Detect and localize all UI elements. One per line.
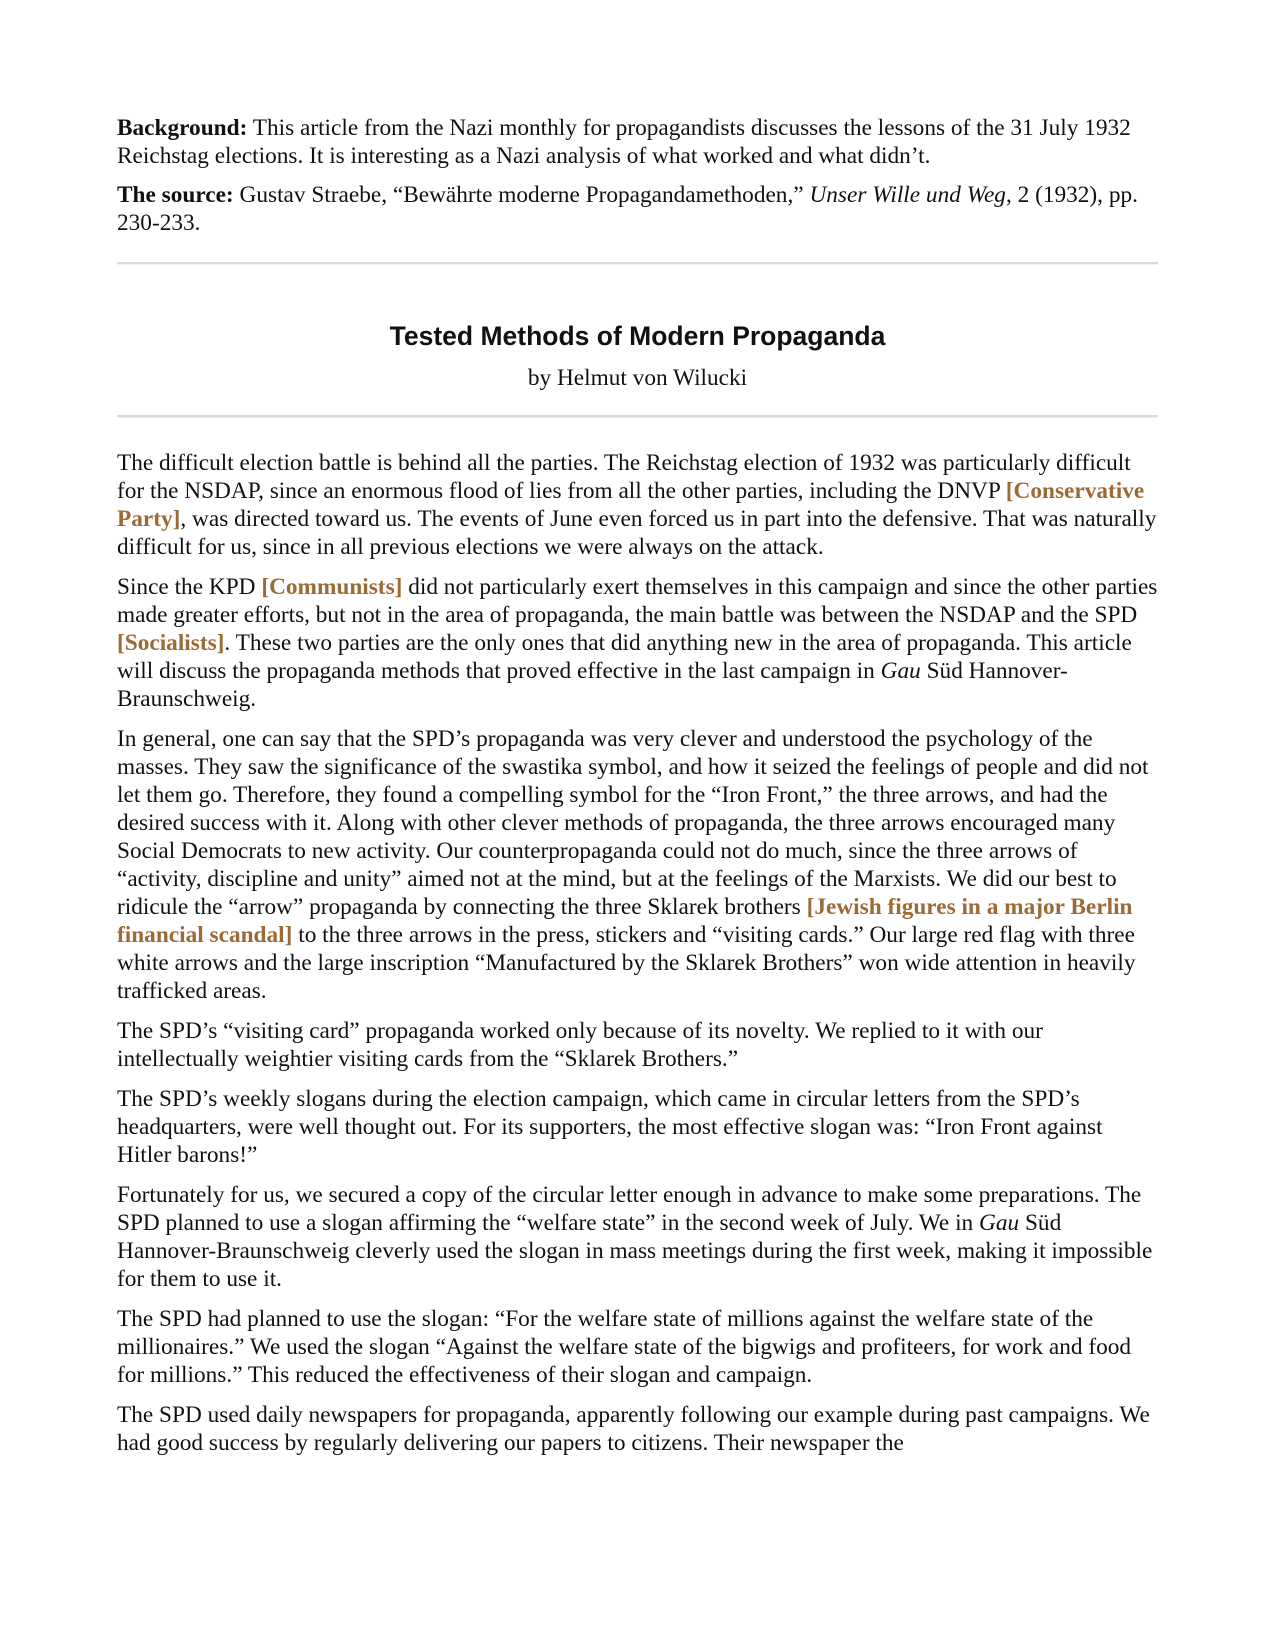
paragraph-text: Süd Hannover-Braunschweig cleverly used the slogan in mass meetings during the first week, making it impossible for them to use it. xyxy=(117,1210,1153,1292)
paragraph-text: Süd Hannover-Braunschweig. xyxy=(117,658,1068,712)
paragraph-text: The difficult election battle is behind all the parties. The Reichstag election of 1932 was particularly difficult for the NSDAP, since an enormous flood of lies from all the other parties, including the DNVP xyxy=(117,450,1131,504)
background-text: This article from the Nazi monthly for propagandists discusses the lessons of the 31 July 1932 Reichstag elections. It is interesting as a Nazi analysis of what worked and what didn’t. xyxy=(117,115,1131,169)
paragraph-text: , was directed toward us. The events of June even forced us in part into the defensive. That was naturally difficult for us, since in all previous elections we were always on the attack. xyxy=(117,506,1157,560)
body-paragraph xyxy=(117,573,1158,713)
article-body xyxy=(117,449,1158,1457)
body-paragraph xyxy=(117,725,1158,1005)
background-label: Background: xyxy=(117,115,248,141)
source-paragraph xyxy=(117,181,1158,237)
paragraph-text: . These two parties are the only ones that did anything new in the area of propaganda. This article will discuss the propaganda methods that proved effective in the last campaign in xyxy=(117,630,1132,684)
editor-note: [Conservative Party] xyxy=(117,478,1145,532)
body-paragraph: The SPD’s “visiting card” propaganda worked only because of its novelty. We replied to it with our intellectually weightier visiting cards from the “Sklarek Brothers.” xyxy=(117,1018,1043,1072)
article-title: Tested Methods of Modern Propaganda xyxy=(389,321,886,351)
paragraph-text: Fortunately for us, we secured a copy of the circular letter enough in advance to make some preparations. The SPD planned to use a slogan affirming the “welfare state” in the second week of July. We in xyxy=(117,1182,1142,1236)
article-byline: by Helmut von Wilucki xyxy=(527,365,748,391)
paragraph-text: Since the KPD xyxy=(117,574,262,600)
editor-note: [Socialists] xyxy=(117,630,225,656)
italic-term: Gau xyxy=(880,658,921,684)
source-citation: , 2 (1932), pp. 230-233. xyxy=(117,182,1138,236)
paragraph-text: did not particularly exert themselves in this campaign and since the other parties made greater efforts, but not in the area of propaganda, the main battle was between the NSDAP and the SPD xyxy=(117,574,1158,628)
body-paragraph xyxy=(117,1181,1158,1293)
source-journal: Unser Wille und Weg xyxy=(809,182,1006,208)
paragraph-text: to the three arrows in the press, stickers and “visiting cards.” Our large red flag with three white arrows and the large inscription “Manufactured by the Sklarek Brothers” won wide attention in heavily trafficked areas. xyxy=(117,922,1136,1004)
body-paragraph: The SPD’s weekly slogans during the election campaign, which came in circular letters from the SPD’s headquarters, were well thought out. For its supporters, the most effective slogan was: “Iron Front against Hitler barons!” xyxy=(117,1086,1103,1168)
horizontal-divider xyxy=(117,415,1158,418)
body-paragraph: The SPD had planned to use the slogan: “For the welfare state of millions against the welfare state of the millionaires.” We used the slogan “Against the welfare state of the bigwigs and profiteers, for work and food for millions.” This reduced the effectiveness of their slogan and campaign. xyxy=(117,1306,1132,1388)
source-text: Gustav Straebe, “Bewährte moderne Propagandamethoden,” xyxy=(233,182,810,208)
background-paragraph xyxy=(117,114,1158,170)
editor-note: [Jewish figures in a major Berlin financial scandal] xyxy=(117,894,1133,948)
editor-note: [Communists] xyxy=(261,574,403,600)
paragraph-text: In general, one can say that the SPD’s propaganda was very clever and understood the psychology of the masses. They saw the significance of the swastika symbol, and how it seized the feelings of people and did not let them go. Therefore, they found a compelling symbol for the “Iron Front,” the three arrows, and had the desired success with it. Along with other clever methods of propaganda, the three arrows encouraged many Social Democrats to new activity. Our counterpropaganda could not do much, since the three arrows of “activity, discipline and unity” aimed not at the mind, but at the feelings of the Marxists. We did our best to ridicule the “arrow” propaganda by connecting the three Sklarek brothers xyxy=(117,726,1149,920)
document-page xyxy=(117,114,1158,1469)
source-label: The source: xyxy=(117,182,234,208)
horizontal-divider xyxy=(117,262,1158,265)
body-paragraph xyxy=(117,449,1158,561)
intro-section xyxy=(117,114,1158,237)
italic-term: Gau xyxy=(979,1210,1020,1236)
body-paragraph: The SPD used daily newspapers for propaganda, apparently following our example during past campaigns. We had good success by regularly delivering our papers to citizens. Their newspaper the xyxy=(117,1402,1150,1456)
